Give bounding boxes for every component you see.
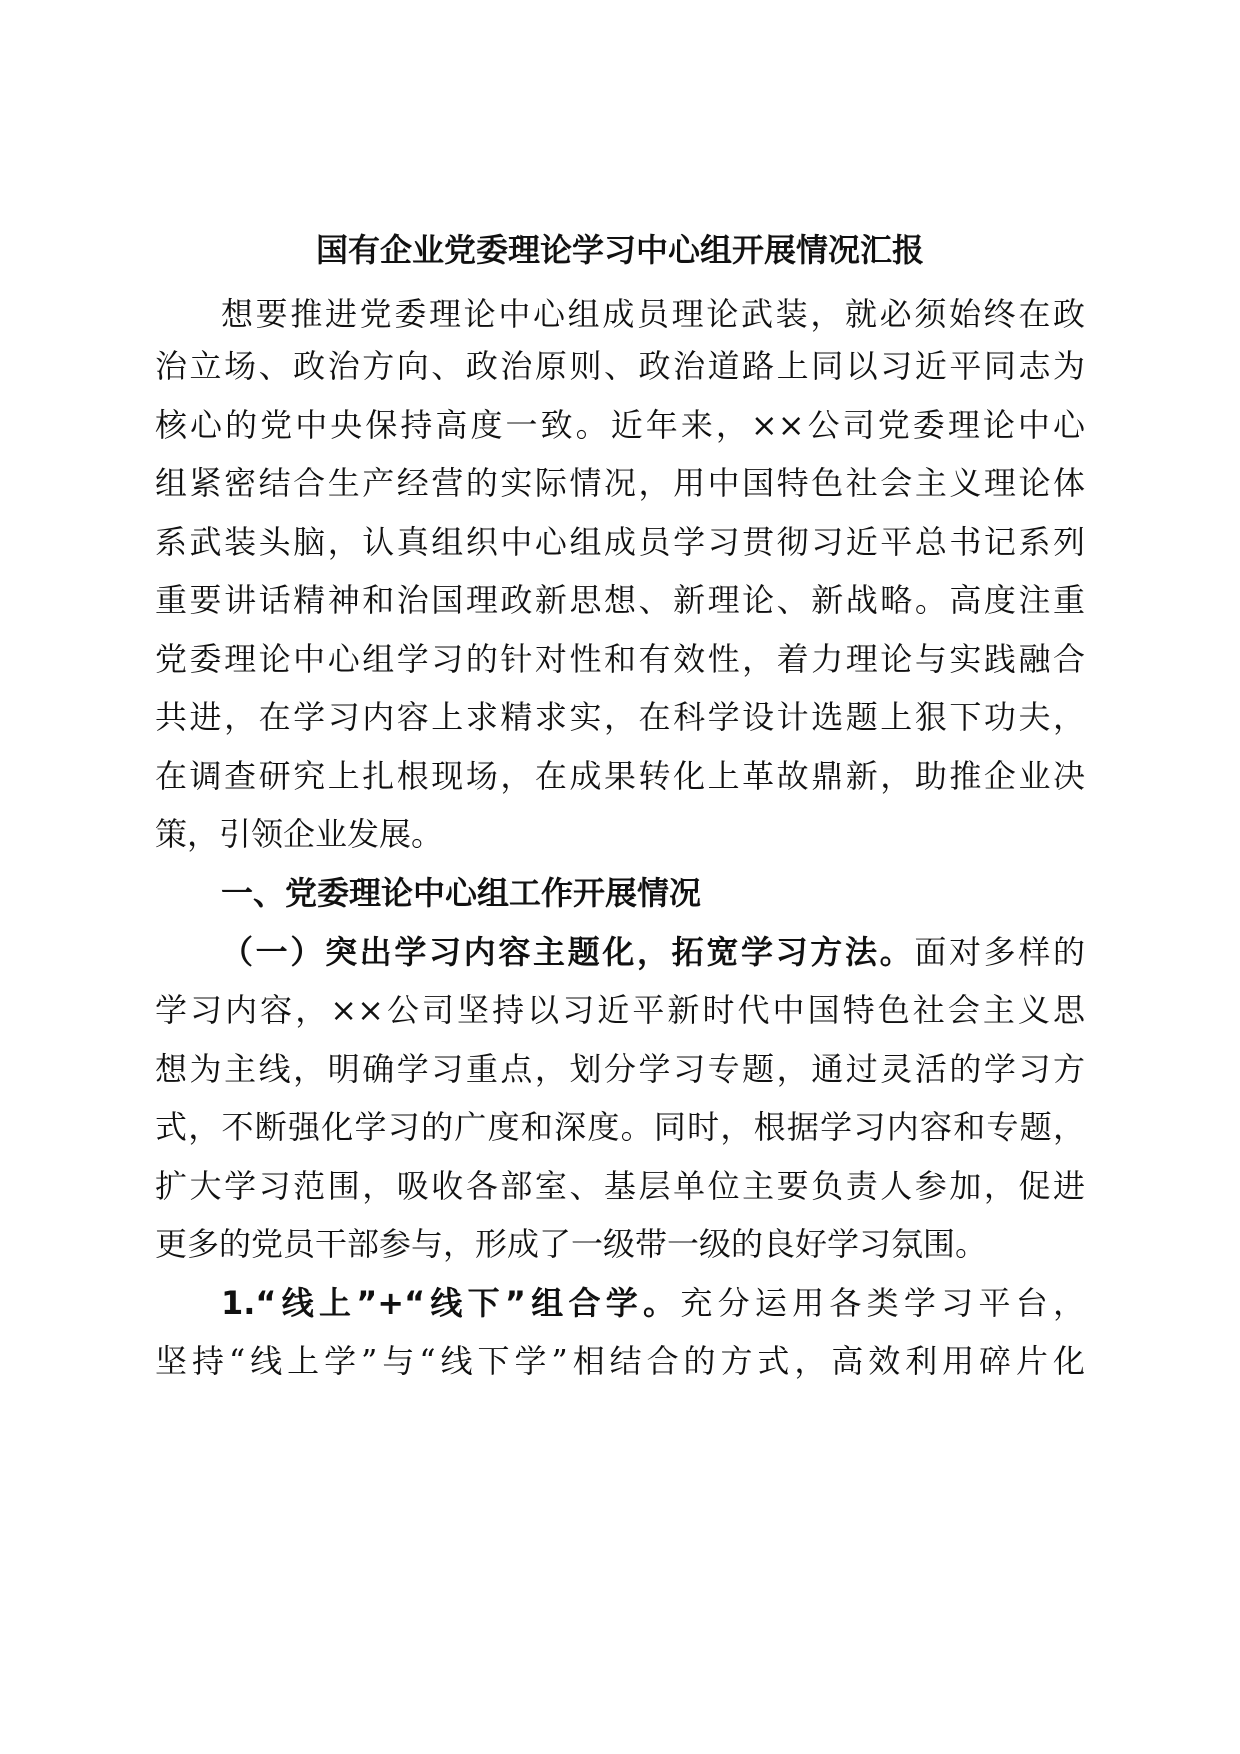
intro-line: 在调查研究上扎根现场，在成果转化上革故鼎新，助推企业决 xyxy=(155,757,1085,795)
subsection-text: 面对多样的 xyxy=(914,933,1085,971)
document-title: 国有企业党委理论学习中心组开展情况汇报 xyxy=(315,231,924,269)
subsection-line: 式，不断强化学习的广度和深度。同时，根据学习内容和专题， xyxy=(155,1108,1085,1146)
subsection-line: 更多的党员干部参与，形成了一级带一级的良好学习氛围。 xyxy=(155,1225,988,1263)
intro-line: 核心的党中央保持高度一致。近年来，××公司党委理论中心 xyxy=(155,406,1085,444)
intro-line: 共进，在学习内容上求精求实，在科学设计选题上狠下功夫， xyxy=(155,698,1085,736)
item-text: 充分运用各类学习平台， xyxy=(680,1284,1085,1322)
intro-line: 系武装头脑，认真组织中心组成员学习贯彻习近平总书记系列 xyxy=(155,523,1085,561)
item-line: 坚持“线上学”与“线下学”相结合的方式，高效利用碎片化 xyxy=(155,1342,1085,1380)
subsection-first-line xyxy=(155,930,1085,974)
subsection-heading: （一）突出学习内容主题化，拓宽学习方法。 xyxy=(221,933,915,971)
section-heading: 一、党委理论中心组工作开展情况 xyxy=(221,874,702,912)
intro-line: 党委理论中心组学习的针对性和有效性，着力理论与实践融合 xyxy=(155,640,1085,678)
intro-line: 组紧密结合生产经营的实际情况，用中国特色社会主义理论体 xyxy=(155,464,1085,502)
subsection-line: 扩大学习范围，吸收各部室、基层单位主要负责人参加，促进 xyxy=(155,1167,1085,1205)
intro-line: 治立场、政治方向、政治原则、政治道路上同以习近平同志为 xyxy=(155,347,1085,385)
item-heading: 1.“线上”+“线下”组合学。 xyxy=(221,1284,681,1322)
intro-line: 策，引领企业发展。 xyxy=(155,815,444,853)
subsection-line: 学习内容，××公司坚持以习近平新时代中国特色社会主义思 xyxy=(155,991,1085,1029)
item-first-line xyxy=(155,1281,1085,1325)
subsection-line: 想为主线，明确学习重点，划分学习专题，通过灵活的学习方 xyxy=(155,1050,1085,1088)
intro-line: 想要推进党委理论中心组成员理论武装，就必须始终在政 xyxy=(221,295,1085,333)
intro-line: 重要讲话精神和治国理政新思想、新理论、新战略。高度注重 xyxy=(155,581,1085,619)
